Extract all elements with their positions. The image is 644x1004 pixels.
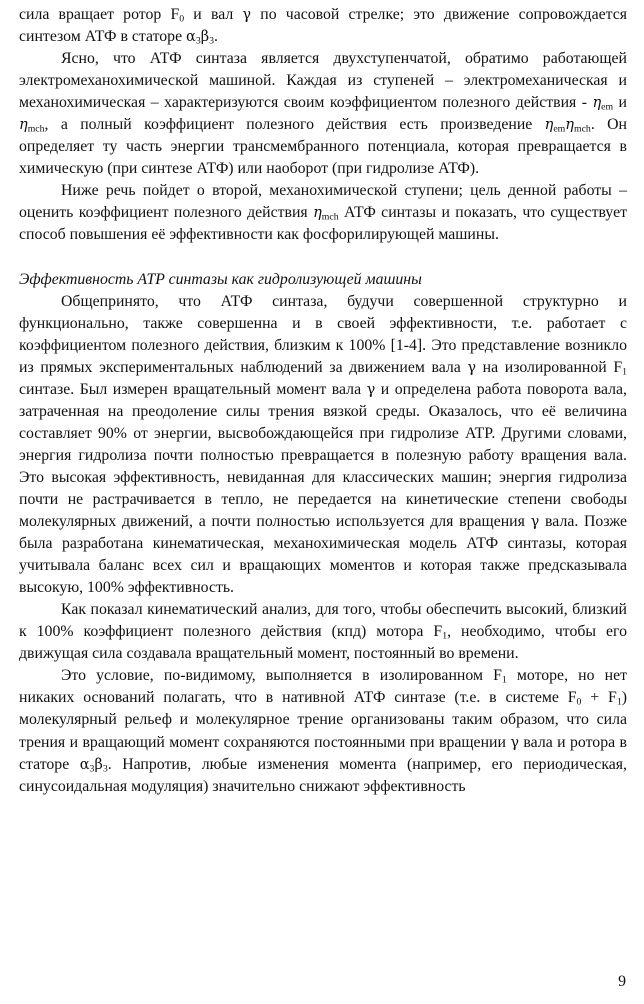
section-heading: Эффективность ATP синтазы как гидролизующей машины (19, 270, 422, 288)
eta-symbol: η (313, 205, 322, 222)
alpha-symbol: α (79, 756, 90, 773)
text-run: . (214, 28, 218, 46)
text-run: АТФ синтазы и показать, что существует способ повышения её эффективности как фосфорилирующей машины. (19, 204, 627, 244)
subscript: em (601, 101, 614, 113)
eta-symbol: η (544, 117, 554, 134)
text-run: Это условие, по-видимому, выполняется в изолированном F (61, 667, 502, 685)
paragraph-3 (19, 180, 627, 246)
text-run: по часовой стрелке; это движение сопровождается синтезом АТФ в статоре (19, 6, 627, 46)
text-run: Ясно, что АТФ синтаза является двухступенчатой, обратимо работающей электромеханохимической машиной. Каждая из ступеней – электромеханическая и механохимическая – характеризуются своим коэффициентом полезного действия - (19, 50, 627, 112)
text-run: моторе, но нет никаких оснований полагать, что в нативной АТФ синтазе (т.е. в системе F (19, 667, 627, 707)
beta-symbol: β (94, 756, 103, 773)
text-run: и определена работа поворота вала, затраченная на преодоление силы трения вязкой среды. Оказалось, что её величина составляет 90% от энергии, высвобождающейся при гидролизе ATP. Другими словами, энергия гидролиза почти полностью превращается в полезную работу вращения вала. Это высокая эффективность, невиданная для классических машин; энергия гидролиза почти не растрачивается в тепло, не передается на кинетические степени свободы молекулярных движений, а почти полностью используется для вращения (19, 380, 627, 531)
subscript: 0 (179, 13, 185, 25)
subscript: mch (321, 211, 339, 223)
paragraph-1 (19, 4, 627, 48)
paragraph-2 (19, 48, 627, 180)
text-run: , необходимо, чтобы его движущая сила создавала вращательный момент, постоянный во времени. (19, 623, 628, 663)
subscript: 3 (195, 35, 201, 47)
subscript: 1 (616, 696, 622, 708)
gamma-symbol: γ (467, 359, 477, 376)
page-number: 9 (618, 973, 626, 990)
text-run: . Напротив, любые изменения момента (например, его периодическая, синусоидальная модуляция) значительно снижают эффективность (19, 755, 627, 795)
text-run: ) молекулярный рельеф и молекулярное трение организованы таким образом, что сила трения и вращающий момент сохраняются постоянными при вращении (19, 689, 627, 751)
text-run: + F (581, 689, 617, 707)
subscript: 1 (442, 630, 448, 642)
subscript: mch (27, 123, 45, 135)
text-run: Общепринято, что АТФ синтаза, будучи совершенной структурно и функционально, также совершенна и в своей эффективности, т.е. работает с коэффициентом полезного действия, близким к 100% [1-4]. Это представление возникло из прямых экспериментальных наблюдений за движением вала (19, 292, 627, 376)
subscript: 3 (102, 762, 108, 774)
gamma-symbol: γ (510, 734, 520, 751)
subscript: 3 (89, 762, 95, 774)
subscript: mch (573, 123, 591, 135)
eta-symbol: η (565, 117, 574, 134)
text-run: синтазе. Был измерен вращательный момент вала (19, 380, 367, 398)
text-run: и вал (184, 6, 243, 23)
body-text (19, 4, 627, 798)
text-run: и (613, 94, 628, 112)
alpha-symbol: α (186, 29, 196, 46)
subscript: 3 (209, 35, 215, 47)
text-run: Как показал кинематический анализ, для того, чтобы обеспечить высокий, близкий к 100% коэффициент полезного действия (кпд) мотора F (19, 601, 627, 641)
paragraph-6 (19, 665, 627, 797)
eta-symbol: η (19, 117, 28, 134)
text-run: , а полный коэффициент полезного действия есть произведение (44, 116, 545, 134)
text-run: на изолированной F (476, 358, 623, 376)
gamma-symbol: γ (366, 381, 376, 398)
eta-symbol: η (592, 95, 602, 112)
gamma-symbol: γ (530, 514, 540, 531)
paragraph-5 (19, 599, 627, 665)
text-run: . Он определяет ту часть энергии трансмембранного потенциала, которая превращается в химическую (при синтезе АТФ) или наоборот (при гидролизе АТФ). (19, 116, 627, 178)
subscript: 0 (576, 696, 582, 708)
text-run: сила вращает ротор F (19, 6, 180, 23)
text-run: вала. Позже была разработана кинематическая, механохимическая модель АТФ синтазы, которая учитывала баланс всех сил и вращающих моментов и которая также предсказывала высокую, 100% эффективность. (19, 513, 628, 597)
subscript: 1 (501, 674, 507, 686)
subscript: em (553, 123, 566, 135)
text-run: Ниже речь пойдет о второй, механохимической ступени; цель денной работы – оценить коэффициент полезного действия (19, 182, 627, 222)
gamma-symbol: γ (242, 7, 252, 23)
beta-symbol: β (200, 29, 210, 46)
text-run: вала и ротора в статоре (19, 733, 627, 773)
paragraph-4 (19, 291, 627, 600)
subscript: 1 (622, 366, 628, 378)
